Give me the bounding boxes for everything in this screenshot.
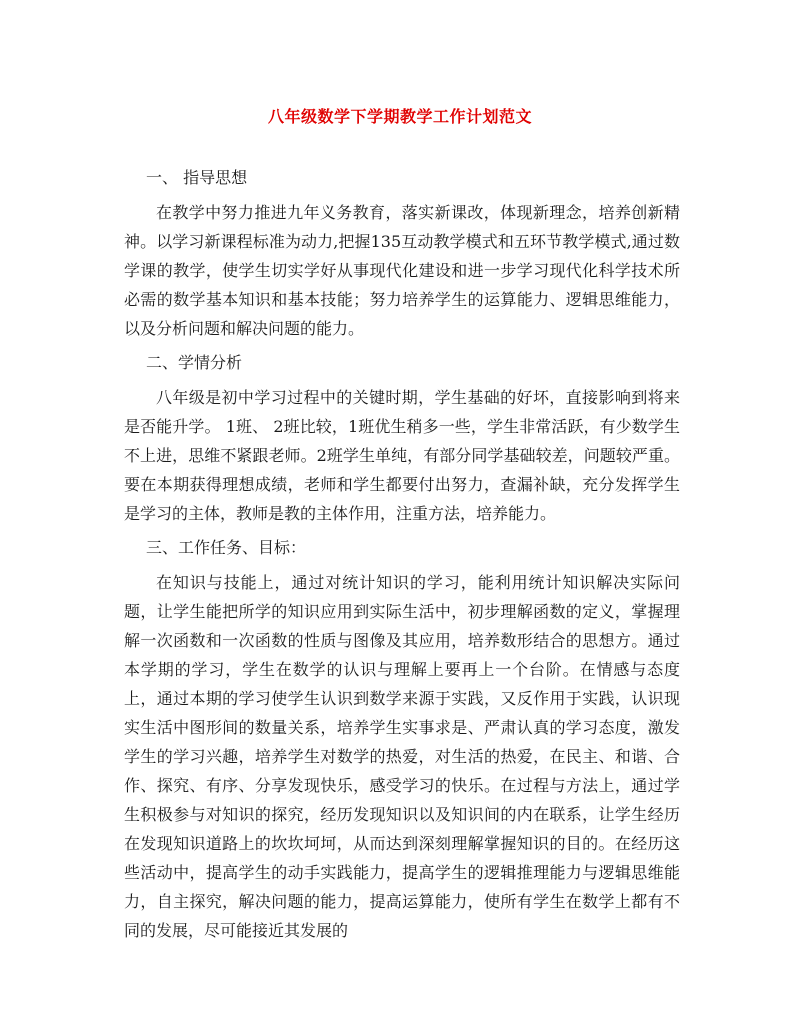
document-title: 八年级数学下学期教学工作计划范文: [267, 107, 532, 126]
section-heading-guiding-ideology: 一、 指导思想: [146, 168, 248, 187]
section-paragraph-student-analysis: 八年级是初中学习过程中的关键时期，学生基础的好坏，直接影响到将来是否能升学。 1班、 2班比较，1班优生稍多一些，学生非常活跃，有少数学生不上进，思维不紧跟老师。2班学生单纯，有部分同学基础较差，问题较严重。要在本期获得理想成绩，老师和学生都要付出努力，查漏补缺，充分发挥学生是学习的主体，教师是教的主体作用，注重方法，培养能力。: [124, 388, 680, 523]
section-heading-tasks-goals: 三、工作任务、目标：: [146, 538, 307, 557]
section-heading-student-analysis: 二、学情分析: [146, 353, 243, 372]
section-paragraph-tasks-goals: 在知识与技能上，通过对统计知识的学习，能利用统计知识解决实际问题，让学生能把所学的知识应用到实际生活中，初步理解函数的定义，掌握理解一次函数和一次函数的性质与图像及其应用，培养数形结合的思想方。通过本学期的学习，学生在数学的认识与理解上要再上一个台阶。在情感与态度上，通过本期的学习使学生认识到数学来源于实践，又反作用于实践，认识现实生活中图形间的数量关系，培养学生实事求是、严肃认真的学习态度，激发学生的学习兴趣，培养学生对数学的热爱，对生活的热爱，在民主、和谐、合作、探究、有序、分享发现快乐，感受学习的快乐。在过程与方法上，通过学生积极参与对知识的探究，经历发现知识以及知识间的内在联系，让学生经历在发现知识道路上的坎坎坷坷，从而达到深刻理解掌握知识的目的。在经历这些活动中，提高学生的动手实践能力，提高学生的逻辑推理能力与逻辑思维能力，自主探究，解决问题的能力，提高运算能力，使所有学生在数学上都有不同的发展，尽可能接近其发展的: [124, 573, 680, 940]
section-paragraph-guiding-ideology: 在教学中努力推进九年义务教育，落实新课改，体现新理念，培养创新精神。以学习新课程标准为动力,把握135互动教学模式和五环节教学模式,通过数学课的教学，使学生切实学好从事现代化建设和进一步学习现代化科学技术所必需的数学基本知识和基本技能；努力培养学生的运算能力、逻辑思维能力，以及分析问题和解决问题的能力。: [124, 203, 680, 338]
document-body: [124, 164, 680, 951]
